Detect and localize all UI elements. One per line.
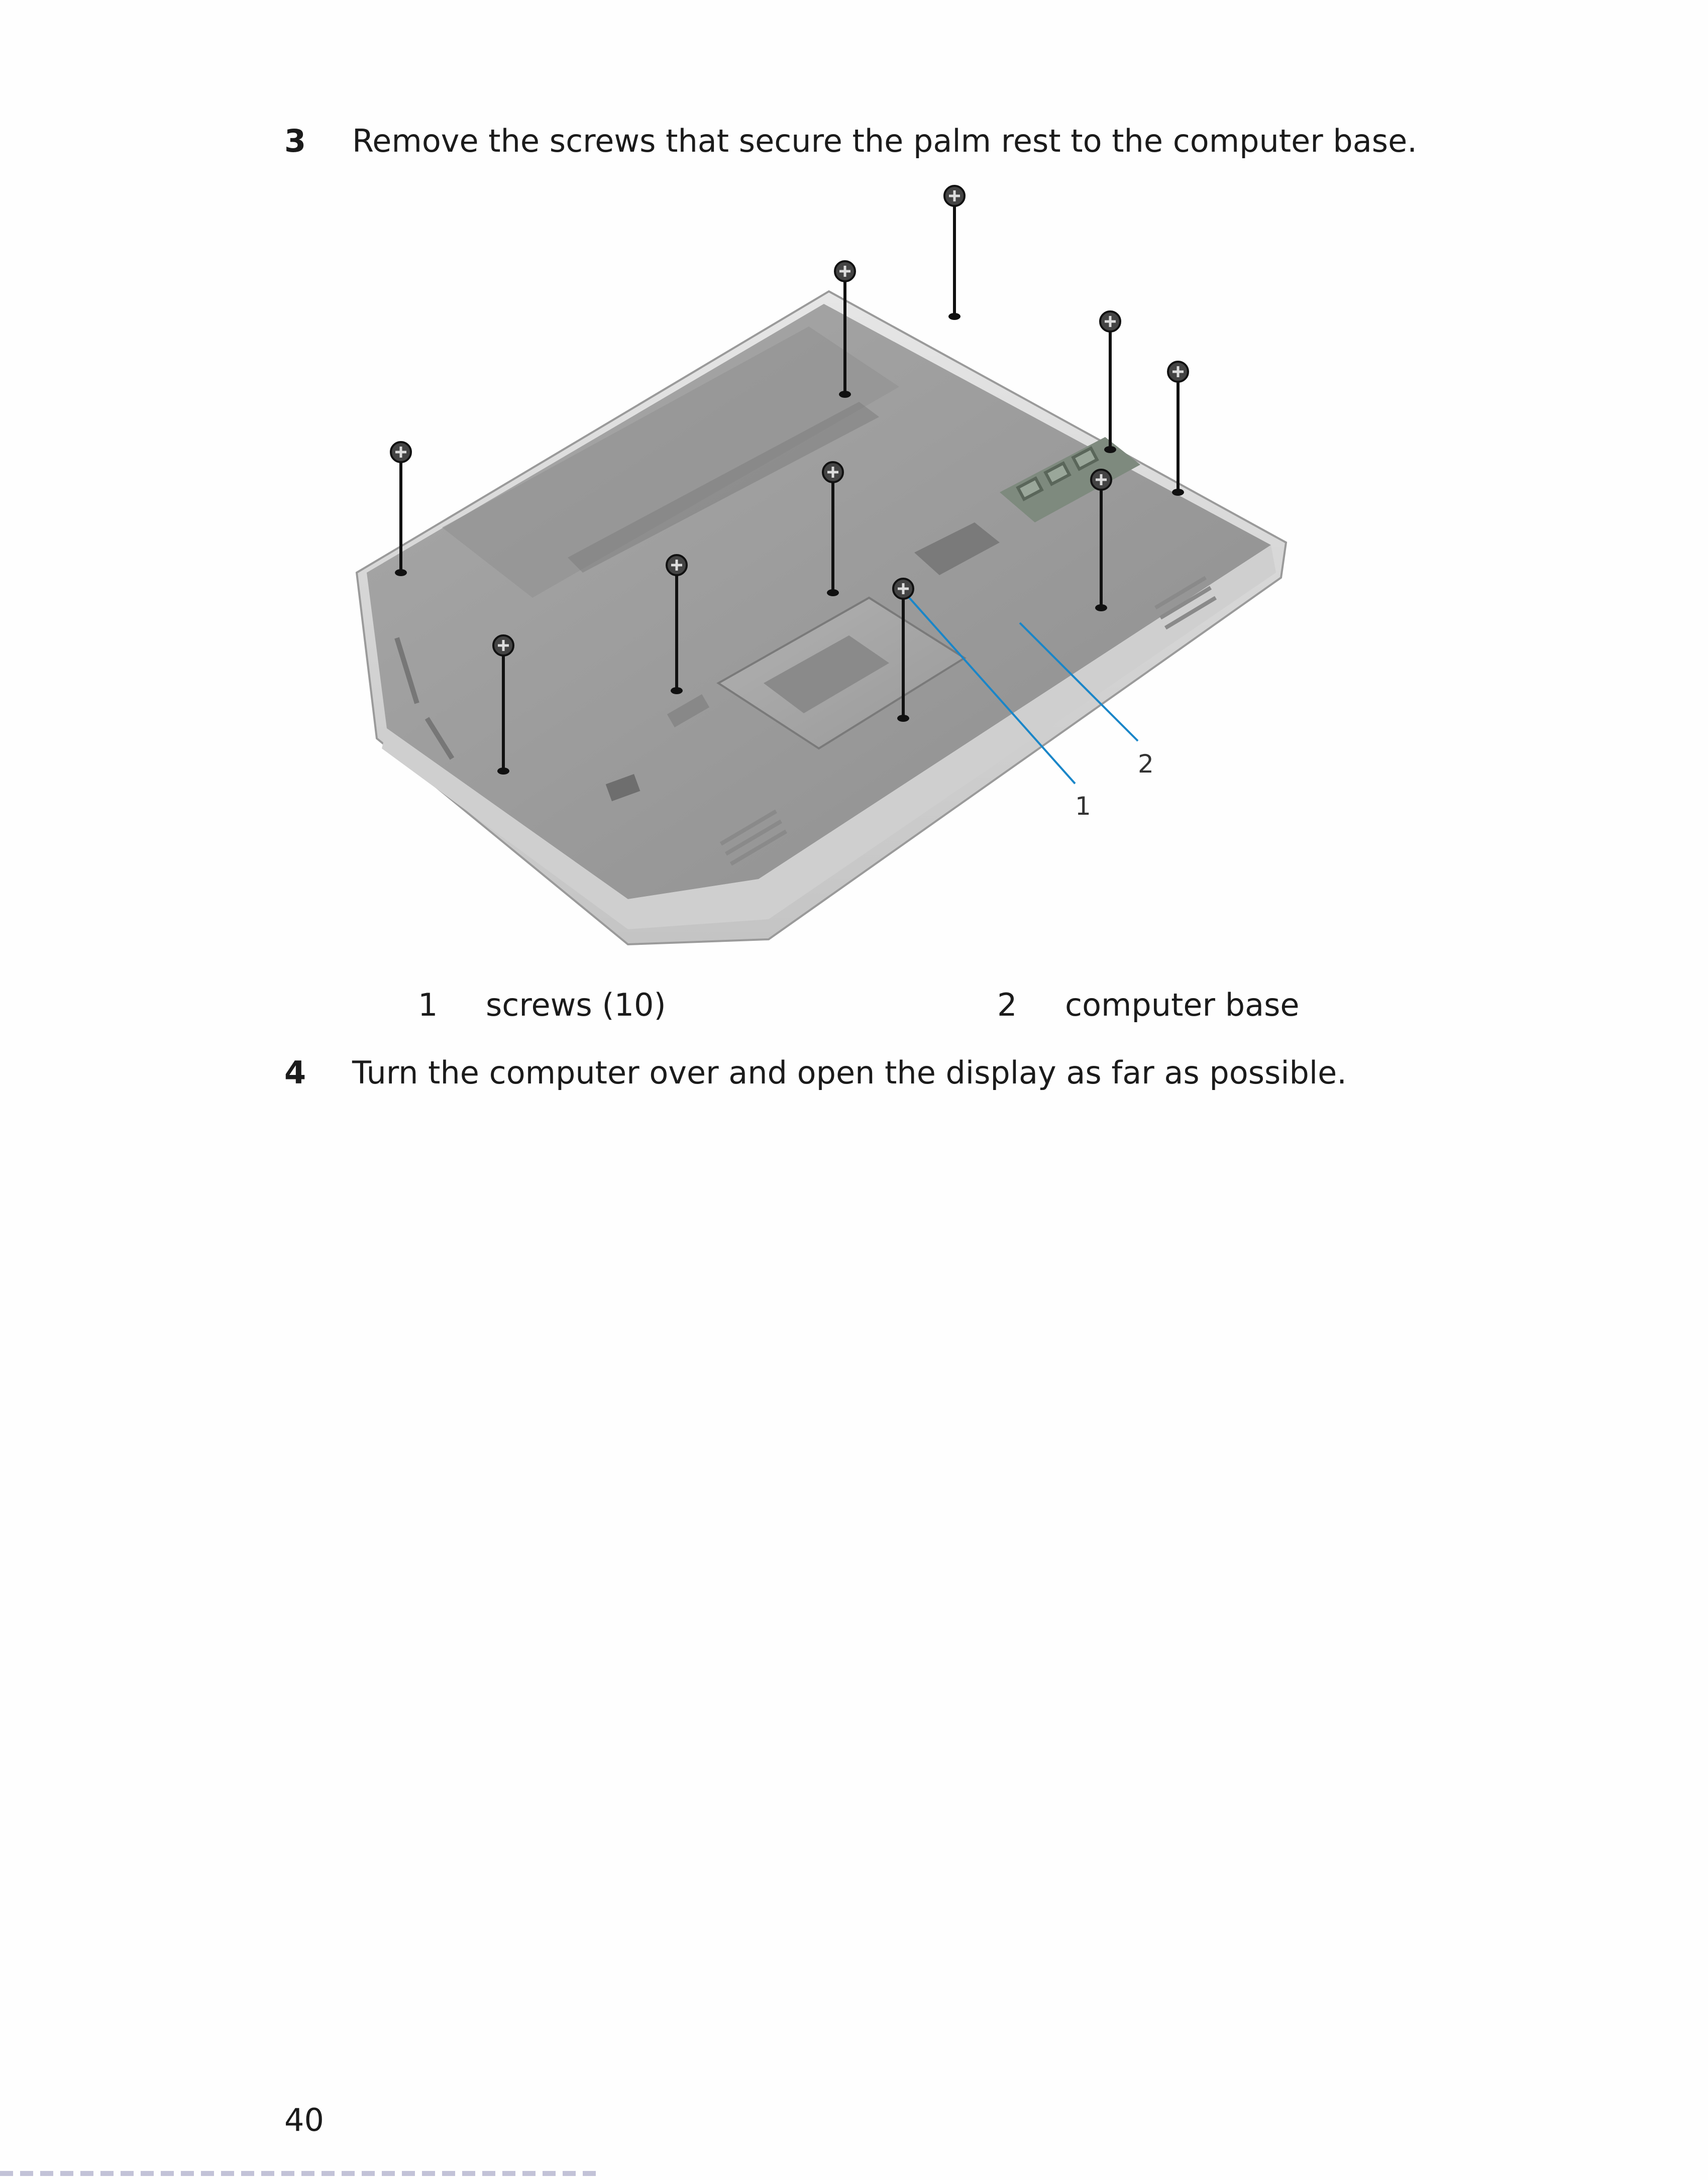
- legend-number: 1: [418, 987, 438, 1023]
- footer-watermark: [0, 2171, 603, 2176]
- callout-2: 2: [1138, 749, 1154, 779]
- legend-label: screws (10): [486, 987, 666, 1023]
- screw-4: [1168, 362, 1188, 496]
- screw-1: [944, 186, 965, 320]
- page-number: 40: [284, 2102, 324, 2138]
- step-text: Turn the computer over and open the display as far as possible.: [352, 1054, 1347, 1091]
- palm-rest-screws-illustration: [347, 176, 1301, 959]
- step-number: 4: [284, 1054, 306, 1091]
- step-number: 3: [284, 123, 306, 159]
- step-text: Remove the screws that secure the palm rest to the computer base.: [352, 123, 1417, 159]
- legend-number: 2: [997, 987, 1017, 1023]
- screw-3: [1100, 311, 1120, 453]
- legend-label: computer base: [1065, 987, 1300, 1023]
- computer-base: [357, 291, 1286, 944]
- callout-1: 1: [1075, 792, 1091, 821]
